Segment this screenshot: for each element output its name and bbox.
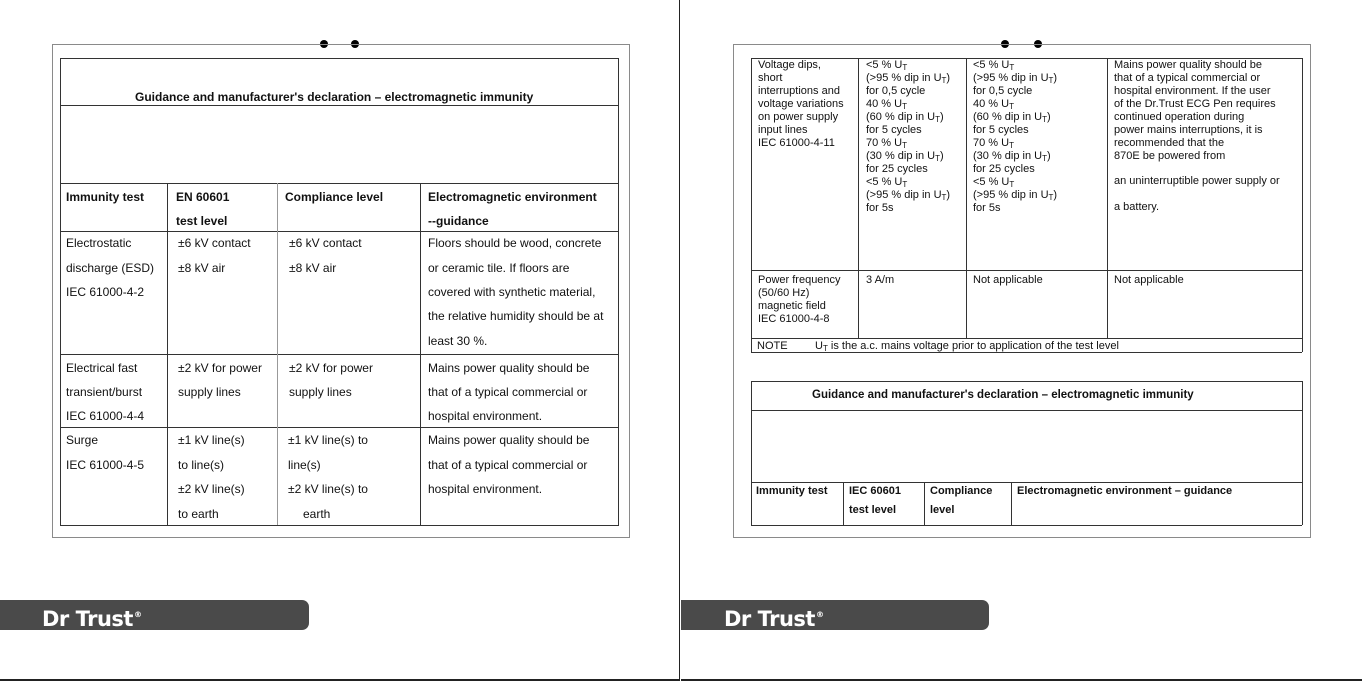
- cell-text: ±1 kV line(s): [178, 433, 245, 447]
- header-test-level: IEC 60601: [849, 485, 901, 497]
- cell-text: Power frequency: [758, 274, 841, 286]
- cell-text: Mains power quality should be: [1114, 59, 1262, 71]
- cell-text: for 5s: [973, 202, 1001, 214]
- cell-text: for 5 cycles: [973, 124, 1029, 136]
- cell-text: (60 % dip in $U_T$): [866, 111, 944, 124]
- cell-text: IEC 61000-4-5: [66, 458, 145, 472]
- cell-text: ±2 kV for power: [289, 361, 373, 375]
- brand-bar: [681, 600, 989, 630]
- left-page: [0, 0, 680, 681]
- cell-text: voltage variations: [758, 98, 844, 110]
- cell-text: earth: [303, 507, 331, 521]
- cell-text: discharge (ESD): [66, 261, 155, 275]
- cell-text: (>95 % dip in $U_T$): [973, 189, 1058, 202]
- cell-text: to earth: [178, 507, 219, 521]
- cell-text: ±6 kV contact: [289, 236, 362, 250]
- cell-text: <5 % $U_T$: [866, 176, 908, 189]
- header-em-environment: Electromagnetic environment: [428, 190, 597, 204]
- cell-text: for 0,5 cycle: [973, 85, 1033, 97]
- cell-text: Mains power quality should be: [428, 433, 590, 447]
- brand-bar: [0, 600, 309, 630]
- header-compliance-level: Compliance level: [285, 190, 384, 204]
- cell-text: (>95 % dip in $U_T$): [866, 72, 951, 85]
- note-text: $U_T$ is the a.c. mains voltage prior to application of the test level: [815, 340, 1119, 353]
- cell-text: ±8 kV air: [289, 261, 337, 275]
- header-em-environment-line2: --guidance: [428, 214, 489, 228]
- cell-text: ±2 kV for power: [178, 361, 262, 375]
- cell-text: for 5s: [866, 202, 894, 214]
- cell-text: (30 % dip in $U_T$): [973, 150, 1051, 163]
- cell-text: for 0,5 cycle: [866, 85, 926, 97]
- cell-text: magnetic field: [758, 300, 826, 312]
- cell-text: Voltage dips,: [758, 59, 821, 71]
- cell-text: continued operation during: [1114, 111, 1245, 123]
- cell-text: a battery.: [1114, 201, 1160, 213]
- cell-text: the relative humidity should be at: [428, 309, 604, 323]
- cell-text: (>95 % dip in $U_T$): [866, 189, 951, 202]
- cell-text: input lines: [758, 124, 808, 136]
- cell-text: 40 % $U_T$: [866, 98, 907, 111]
- cell-text: covered with synthetic material,: [428, 285, 596, 299]
- cell-text: IEC 61000-4-11: [758, 137, 835, 149]
- brand-logo: Dr Trust®: [724, 607, 824, 631]
- cell-text: 870E be powered from: [1114, 150, 1226, 162]
- cell-text: Floors should be wood, concrete: [428, 236, 602, 250]
- cell-text: 70 % $U_T$: [973, 137, 1014, 150]
- cell-text: ±1 kV line(s) to: [288, 433, 368, 447]
- cell-text: interruptions and: [758, 85, 840, 97]
- table-title: Guidance and manufacturer's declaration – electromagnetic immunity: [812, 389, 1194, 401]
- cell-text: 70 % $U_T$: [866, 137, 907, 150]
- cell-text: that of a typical commercial or: [1114, 72, 1261, 84]
- cell-text: hospital environment. If the user: [1114, 85, 1271, 97]
- header-compliance: Compliance: [930, 485, 993, 497]
- cell-text: short: [758, 72, 783, 84]
- cell-text: for 25 cycles: [866, 163, 928, 175]
- cell-text: (50/60 Hz): [758, 287, 810, 299]
- cell-text: for 5 cycles: [866, 124, 922, 136]
- table-title: Guidance and manufacturer's declaration – electromagnetic immunity: [135, 90, 534, 104]
- cell-text: recommended that the: [1114, 137, 1225, 149]
- cell-text: hospital environment.: [428, 409, 543, 423]
- header-immunity-test: Immunity test: [66, 190, 145, 204]
- cell-text: Not applicable: [1114, 274, 1184, 286]
- cell-text: of the Dr.Trust ECG Pen requires: [1114, 98, 1276, 110]
- cell-text: (60 % dip in $U_T$): [973, 111, 1051, 124]
- cell-text: ±8 kV air: [178, 261, 226, 275]
- cell-text: that of a typical commercial or: [428, 385, 588, 399]
- cell-text: ±6 kV contact: [178, 236, 251, 250]
- cell-text: ±2 kV line(s): [178, 482, 245, 496]
- cell-text: hospital environment.: [428, 482, 543, 496]
- header-em-environment: Electromagnetic environment – guidance: [1017, 485, 1233, 497]
- cell-text: to line(s): [178, 458, 225, 472]
- cell-text: IEC 61000-4-4: [66, 409, 145, 423]
- cell-text: line(s): [288, 458, 321, 472]
- cell-text: least 30 %.: [428, 334, 488, 348]
- cell-text: ±2 kV line(s) to: [288, 482, 368, 496]
- cell-text: 3 A/m: [866, 274, 895, 286]
- cell-text: supply lines: [178, 385, 241, 399]
- cell-text: <5 % $U_T$: [973, 59, 1015, 72]
- cell-text: IEC 61000-4-2: [66, 285, 145, 299]
- cell-text: or ceramic tile. If floors are: [428, 261, 570, 275]
- right-page: [681, 0, 1362, 681]
- brand-logo: Dr Trust®: [42, 607, 142, 631]
- header-test-level-line2: test level: [176, 214, 228, 228]
- cell-text: IEC 61000-4-8: [758, 313, 830, 325]
- cell-text: Not applicable: [973, 274, 1043, 286]
- cell-text: Surge: [66, 433, 99, 447]
- cell-text: <5 % $U_T$: [973, 176, 1015, 189]
- cell-text: an uninterruptible power supply or: [1114, 175, 1280, 187]
- cell-text: on power supply: [758, 111, 839, 123]
- header-immunity-test: Immunity test: [756, 485, 828, 497]
- cell-text: for 25 cycles: [973, 163, 1035, 175]
- note-label: NOTE: [757, 340, 788, 352]
- cell-text: Mains power quality should be: [428, 361, 590, 375]
- cell-text: (30 % dip in $U_T$): [866, 150, 944, 163]
- header-test-level: EN 60601: [176, 190, 230, 204]
- cell-text: transient/burst: [66, 385, 143, 399]
- header-test-level-line2: test level: [849, 504, 897, 516]
- cell-text: Electrical fast: [66, 361, 138, 375]
- cell-text: Electrostatic: [66, 236, 132, 250]
- header-compliance-line2: level: [930, 504, 955, 516]
- cell-text: (>95 % dip in $U_T$): [973, 72, 1058, 85]
- cell-text: 40 % $U_T$: [973, 98, 1014, 111]
- cell-text: supply lines: [289, 385, 352, 399]
- cell-text: power mains interruptions, it is: [1114, 124, 1263, 136]
- cell-text: that of a typical commercial or: [428, 458, 588, 472]
- cell-text: <5 % $U_T$: [866, 59, 908, 72]
